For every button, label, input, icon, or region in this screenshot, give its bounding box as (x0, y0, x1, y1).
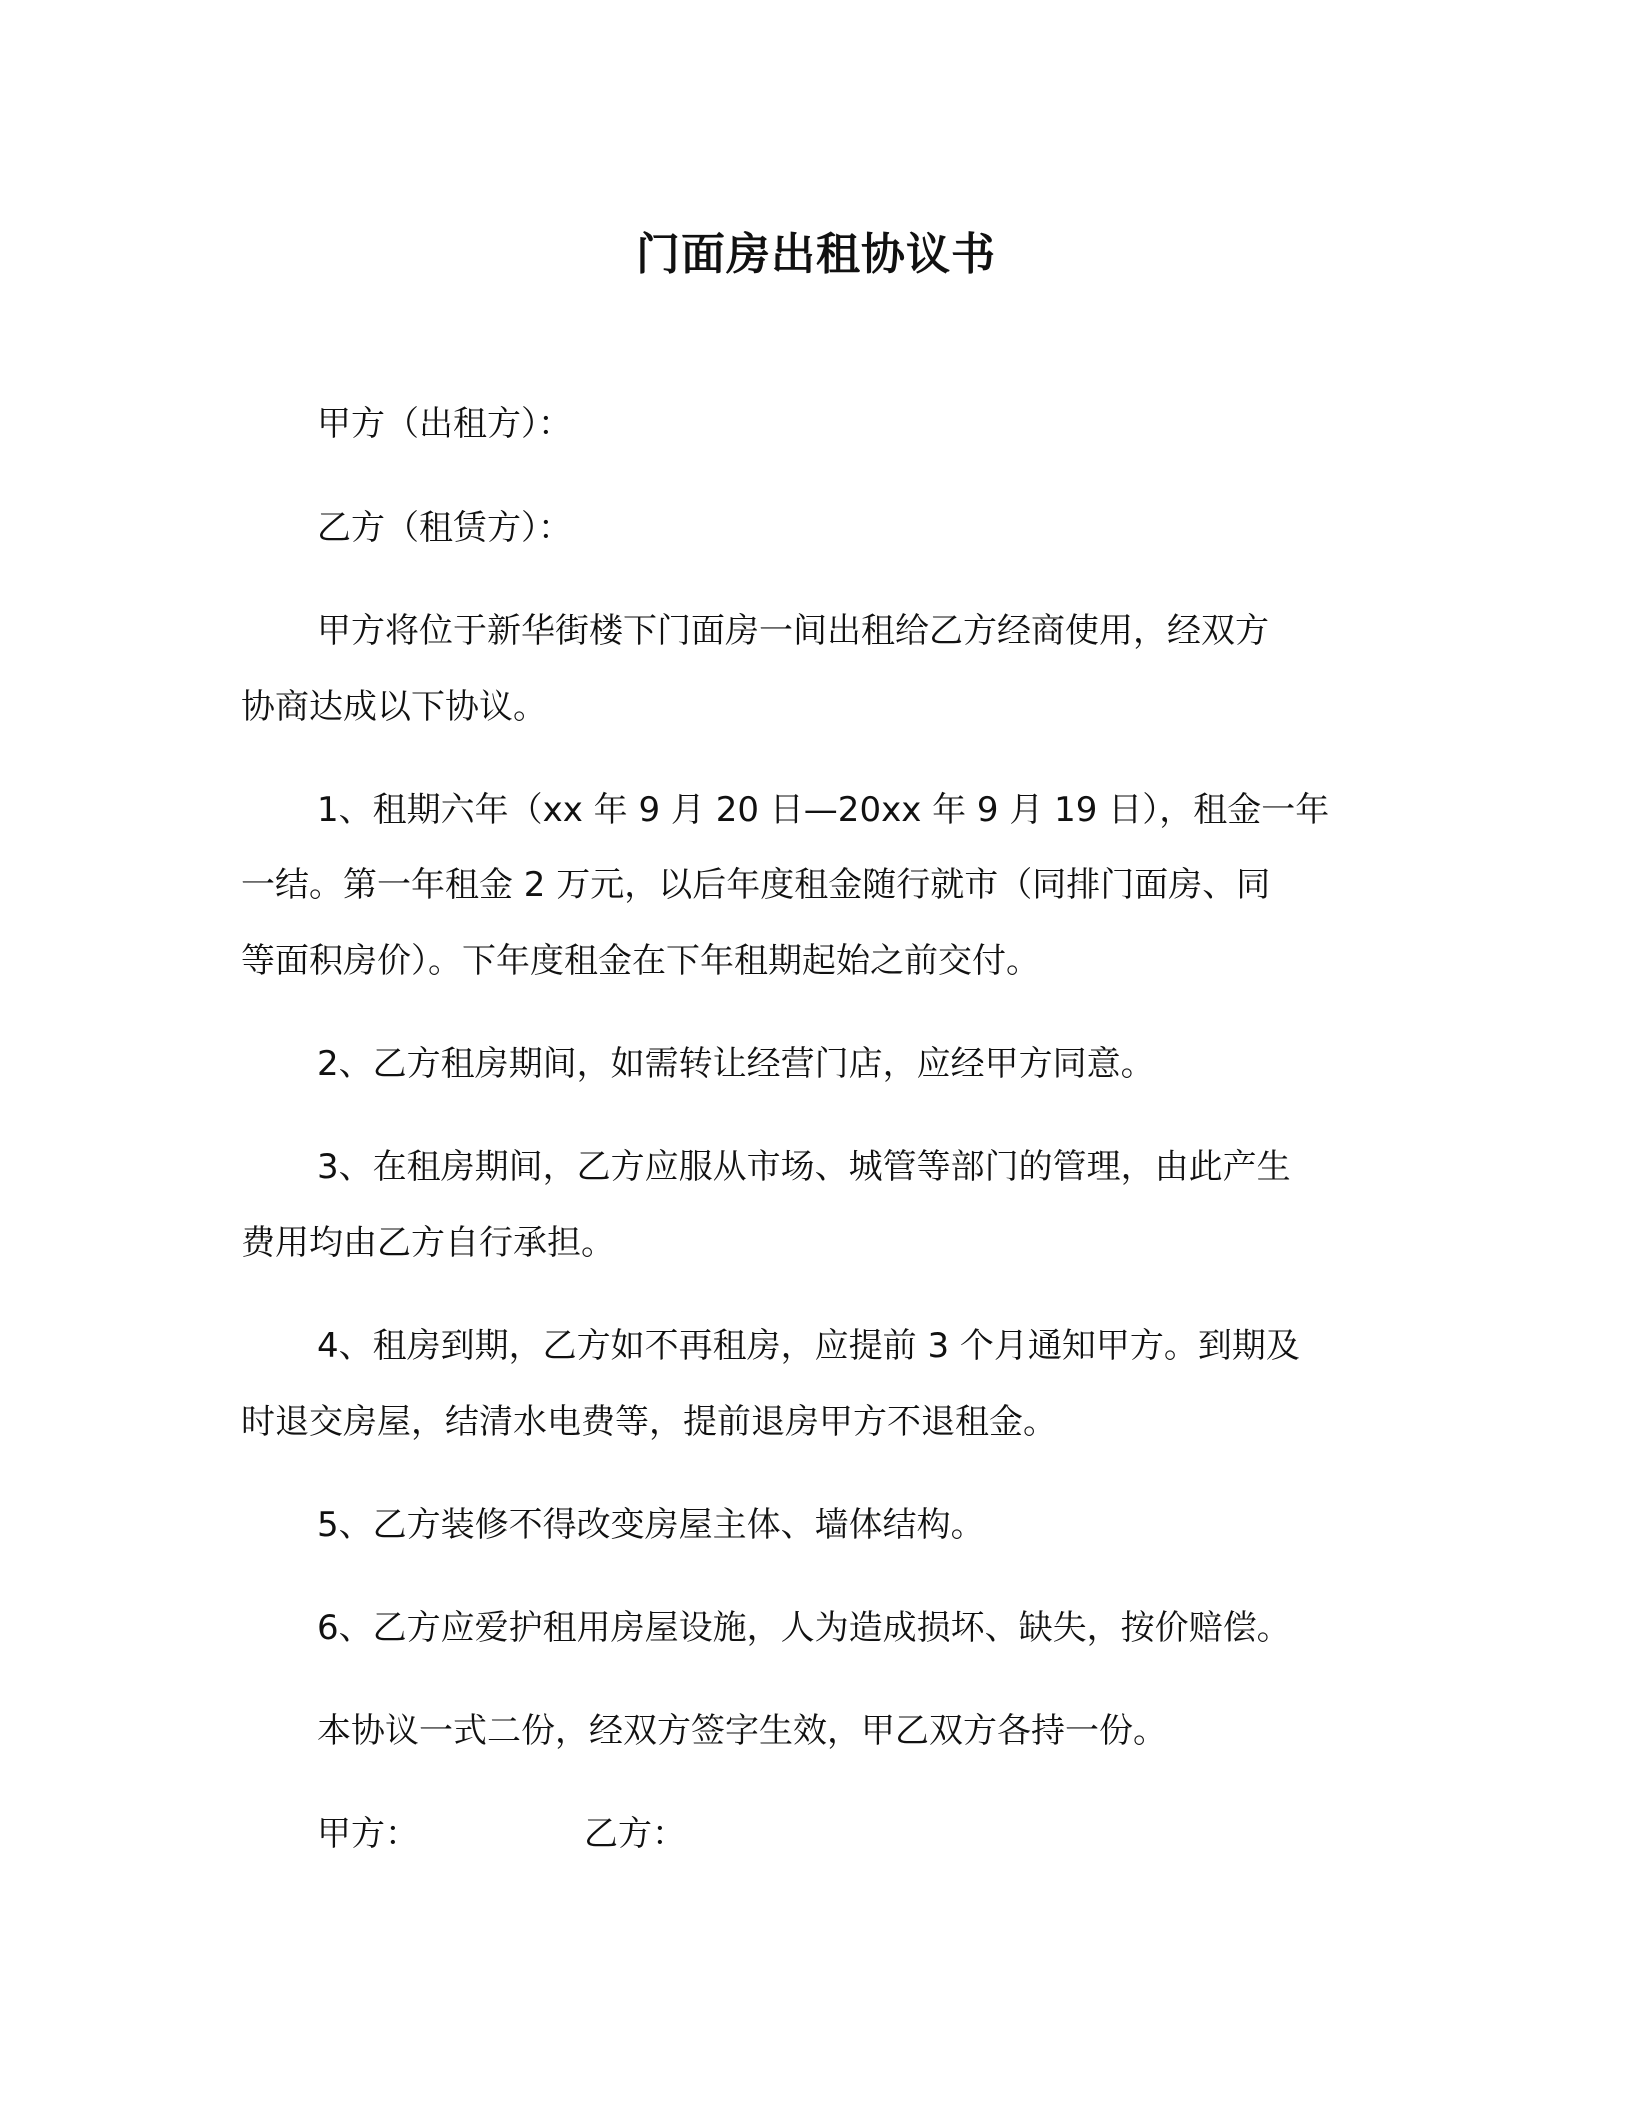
clause-4-line-2: 时退交房屋，结清水电费等，提前退房甲方不退租金。 (241, 1402, 1057, 1442)
clause-1-line-2: 一结。第一年租金 2 万元，以后年度租金随行就市（同排门面房、同 (241, 865, 1271, 905)
clause-1-line-3: 等面积房价）。下年度租金在下年租期起始之前交付。 (241, 941, 1040, 981)
clause-4-line-1: 4、租房到期，乙方如不再租房，应提前 3 个月通知甲方。到期及 (317, 1326, 1300, 1366)
signature-party-a-label: 甲方： (317, 1814, 419, 1854)
clause-2-line-1: 2、乙方租房期间，如需转让经营门店，应经甲方同意。 (317, 1044, 1155, 1084)
clause-5-line-1: 5、乙方装修不得改变房屋主体、墙体结构。 (317, 1505, 985, 1545)
clause-6-line-1: 6、乙方应爱护租用房屋设施，人为造成损坏、缺失，按价赔偿。 (317, 1608, 1291, 1648)
closing-line: 本协议一式二份，经双方签字生效，甲乙双方各持一份。 (317, 1711, 1167, 1751)
clause-1-line-1: 1、租期六年（xx 年 9 月 20 日—20xx 年 9 月 19 日），租金一年 (317, 790, 1330, 830)
clause-3-line-1: 3、在租房期间，乙方应服从市场、城管等部门的管理，由此产生 (317, 1147, 1291, 1187)
document-title: 门面房出租协议书 (636, 229, 996, 280)
party-a-line: 甲方（出租方）： (317, 404, 572, 444)
intro-line-1: 甲方将位于新华街楼下门面房一间出租给乙方经商使用，经双方 (317, 611, 1269, 651)
intro-line-2: 协商达成以下协议。 (241, 687, 547, 727)
signature-party-b-label: 乙方： (584, 1814, 686, 1854)
clause-3-line-2: 费用均由乙方自行承担。 (241, 1223, 615, 1263)
party-b-line: 乙方（租赁方）： (317, 508, 572, 548)
